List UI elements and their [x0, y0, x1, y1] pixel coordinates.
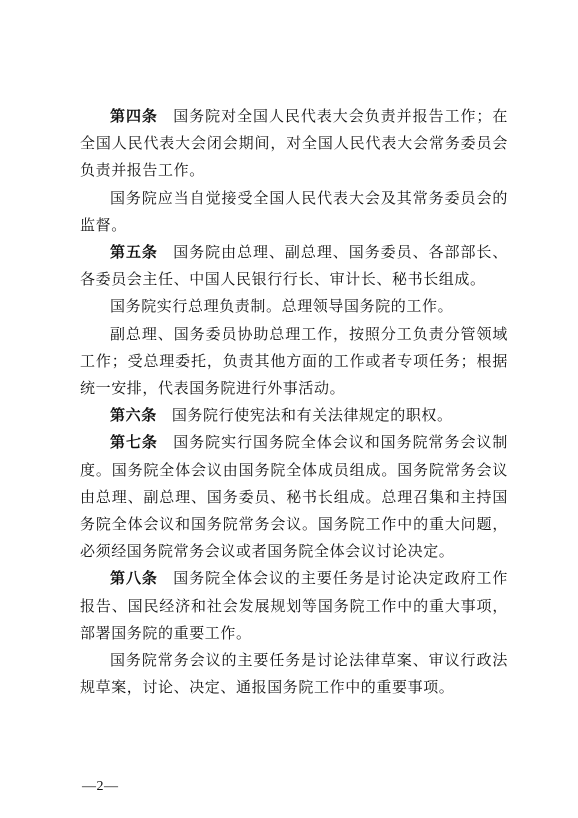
paragraph-article-4-supervision: [80, 185, 508, 239]
article-number: 第五条: [110, 243, 158, 262]
paragraph-text: 国务院行使宪法和有关法律规定的职权。: [171, 406, 453, 425]
paragraph-text: 国务院由总理、副总理、国务委员、各部部长、各委员会主任、中国人民银行行长、审计长、秘书长组成。: [80, 243, 508, 289]
paragraph-article-8: [80, 565, 508, 647]
paragraph-article-7: [80, 429, 508, 565]
paragraph-text: 国务院实行国务院全体会议和国务院常务会议制度。国务院全体会议由国务院全体成员组成。国务院常务会议由总理、副总理、国务委员、秘书长组成。总理召集和主持国务院全体会议和国务院常务会议。国务院工作中的重大问题，必须经国务院常务会议或者国务院全体会议讨论决定。: [80, 433, 508, 561]
paragraph-article-8-executive-meeting: [80, 647, 508, 701]
paragraph-article-6: [80, 402, 508, 429]
document-body: [80, 103, 508, 701]
paragraph-article-4: [80, 103, 508, 185]
paragraph-article-5-premier: [80, 293, 508, 320]
paragraph-text: 国务院实行总理负责制。总理领导国务院的工作。: [110, 297, 454, 316]
paragraph-text: 副总理、国务委员协助总理工作，按照分工负责分管领域工作；受总理委托，负责其他方面的工作或者专项任务；根据统一安排，代表国务院进行外事活动。: [80, 324, 508, 398]
article-number: 第八条: [110, 569, 158, 588]
article-number: 第六条: [110, 406, 157, 425]
article-number: 第七条: [110, 433, 158, 452]
paragraph-article-5: [80, 239, 508, 293]
paragraph-text: 国务院对全国人民代表大会负责并报告工作；在全国人民代表大会闭会期间，对全国人民代表大会常务委员会负责并报告工作。: [80, 107, 508, 180]
page-number: —2—: [82, 779, 119, 794]
article-number: 第四条: [110, 107, 158, 125]
paragraph-article-5-vice-premier: [80, 321, 508, 403]
paragraph-text: 国务院应当自觉接受全国人民代表大会及其常务委员会的监督。: [80, 188, 508, 234]
paragraph-text: 国务院常务会议的主要任务是讨论法律草案、审议行政法规草案，讨论、决定、通报国务院工作中的重要事项。: [80, 651, 508, 697]
paragraph-text: 国务院全体会议的主要任务是讨论决定政府工作报告、国民经济和社会发展规划等国务院工作中的重大事项，部署国务院的重要工作。: [80, 569, 508, 642]
